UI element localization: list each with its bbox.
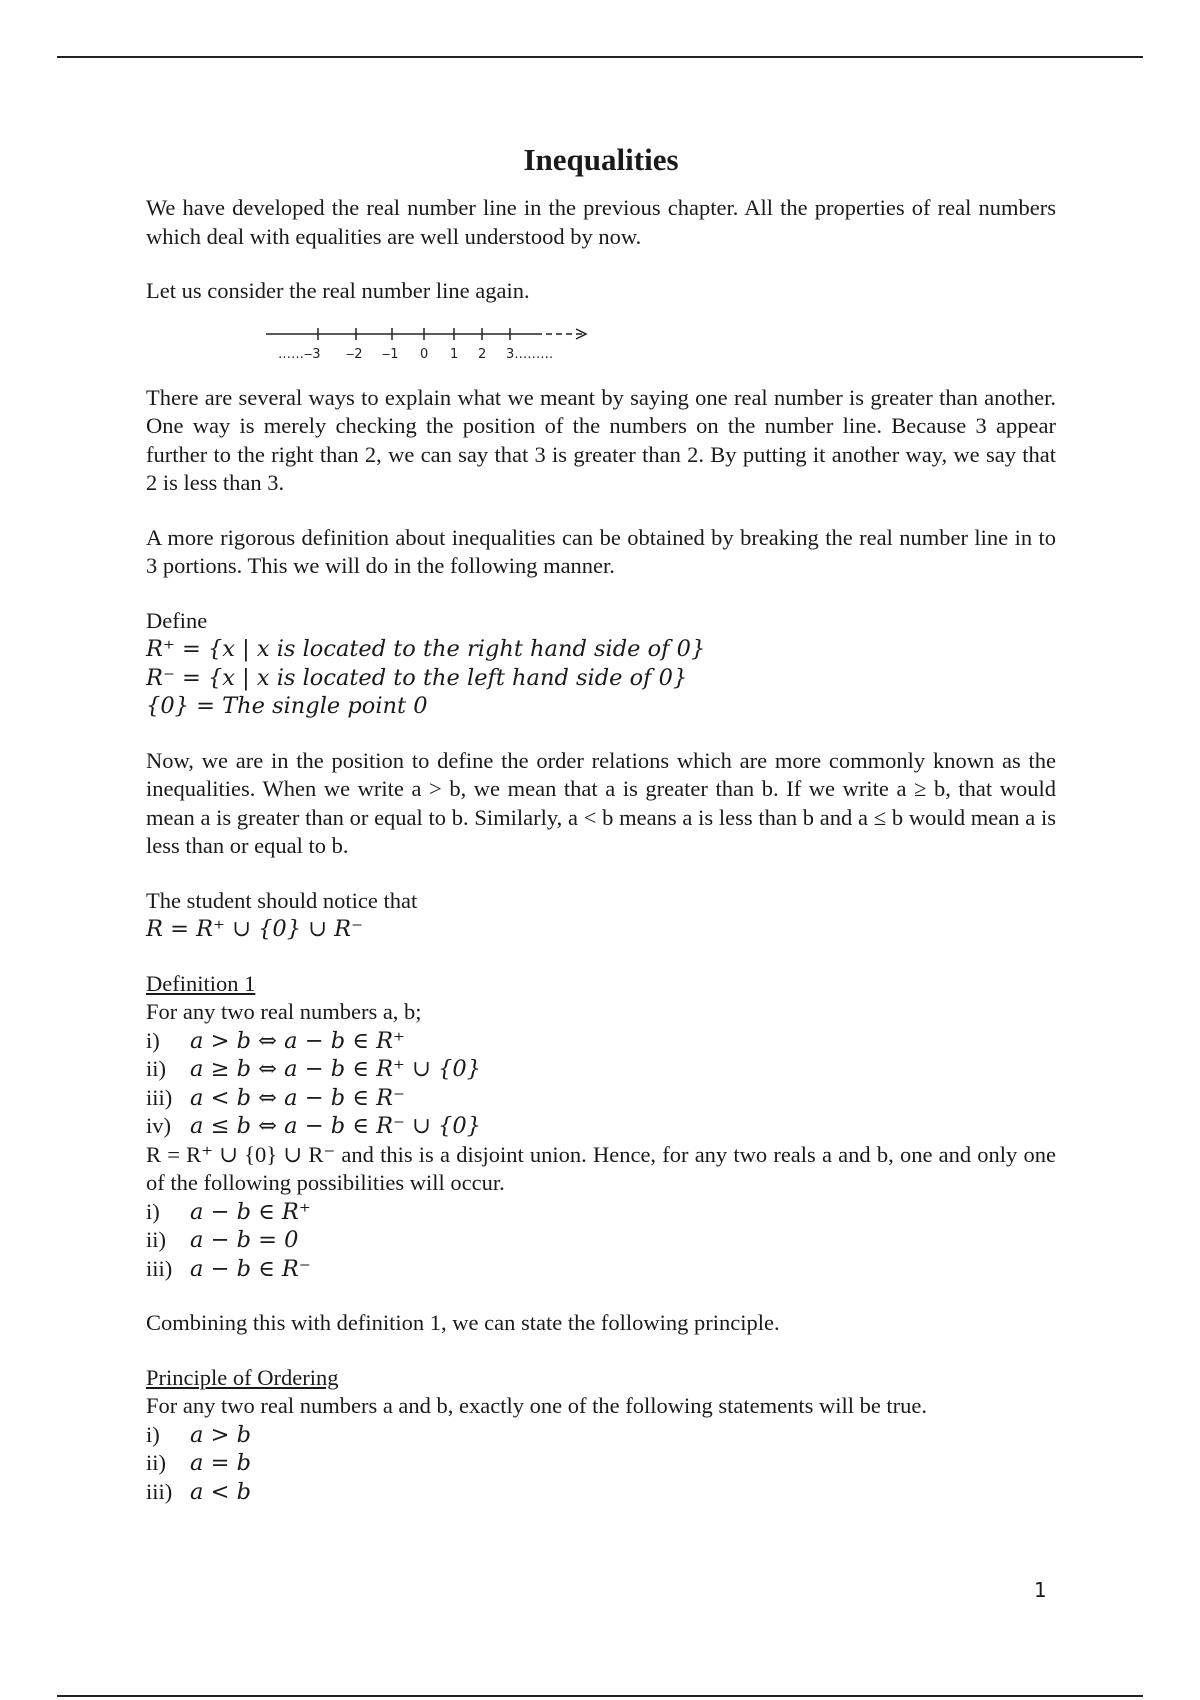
combining-paragraph: Combining this with definition 1, we can state the following principle. [146, 1310, 780, 1335]
definition-1-intro: For any two real numbers a, b; [146, 999, 422, 1024]
intro-paragraph: We have developed the real number line in the previous chapter. All the properties of real numbers which deal with equalities are well understood by now. [146, 195, 1056, 249]
rigorous-paragraph: A more rigorous definition about inequalities can be obtained by breaking the real number line in to 3 portions. This we will do in the following manner. [146, 524, 1056, 578]
page-number: 1 [1034, 1578, 1047, 1602]
definition-1-heading: Definition 1 [146, 970, 256, 996]
list-item: iv) a ≤ b ⇔ a − b ∈ R⁻ ∪ {0} [146, 1113, 481, 1139]
greater-than-paragraph: There are several ways to explain what we meant by saying one real number is greater than another. One way is merely checking the position of the numbers on the number line. Because 3 appear further to the right than 2, we can say that 3 is greater than 2. By putting it another way, we say that 2 is less than 3. [146, 384, 1056, 495]
define-r-plus: R⁺ = {x | x is located to the right hand side of 0} [146, 636, 706, 662]
consider-paragraph: Let us consider the real number line again. [146, 278, 530, 303]
tick-label: ‒2 [346, 346, 363, 362]
tick-label: ‒1 [382, 346, 399, 362]
list-item: i) a > b ⇔ a − b ∈ R⁺ [146, 1027, 405, 1054]
tick-label: 1 [450, 346, 459, 362]
list-item: ii) a ≥ b ⇔ a − b ∈ R⁺ ∪ {0} [146, 1056, 481, 1082]
notice-text: The student should notice that [146, 887, 418, 913]
list-item: iii) a < b [146, 1478, 251, 1505]
header-rule [57, 56, 1143, 58]
define-zero: {0} = The single point 0 [146, 693, 428, 719]
tick-label: 0 [420, 346, 429, 362]
list-item: iii) a < b ⇔ a − b ∈ R⁻ [146, 1084, 405, 1111]
page-content [146, 140, 1056, 1506]
list-item: i) a − b ∈ R⁺ [146, 1198, 311, 1225]
footer-rule [57, 1695, 1143, 1697]
principle-intro: For any two real numbers a and b, exactly one of the following statements will be true. [146, 1393, 928, 1418]
define-heading: Define [146, 607, 208, 633]
number-line [266, 316, 596, 372]
tick-label: ……‒3 [278, 346, 321, 362]
principle-heading: Principle of Ordering [146, 1364, 339, 1390]
list-item: ii) a − b = 0 [146, 1227, 299, 1253]
notice-formula: R = R⁺ ∪ {0} ∪ R⁻ [146, 916, 363, 942]
define-r-minus: R⁻ = {x | x is located to the left hand side of 0} [146, 664, 688, 691]
order-relations-paragraph: Now, we are in the position to define the order relations which are more commonly known as the inequalities. When we write a > b, we mean that a is greater than b. If we write a ≥ b, that would mean a is greater than or equal to b. Similarly, a < b means a is less than b and a ≤ b would mean a is less than or equal to b. [146, 747, 1056, 858]
tick-label: 3……… [506, 346, 554, 362]
tick-label: 2 [478, 346, 487, 362]
number-line-figure [146, 316, 1056, 372]
page-title: Inequalities [523, 142, 679, 177]
list-item: iii) a − b ∈ R⁻ [146, 1255, 311, 1282]
list-item: ii) a = b [146, 1450, 251, 1476]
list-item: i) a > b [146, 1421, 251, 1448]
disjoint-union-paragraph: R = R⁺ ∪ {0} ∪ R⁻ and this is a disjoint union. Hence, for any two reals a and b, one and only one of the following possibilities will occur. [146, 1141, 1056, 1195]
